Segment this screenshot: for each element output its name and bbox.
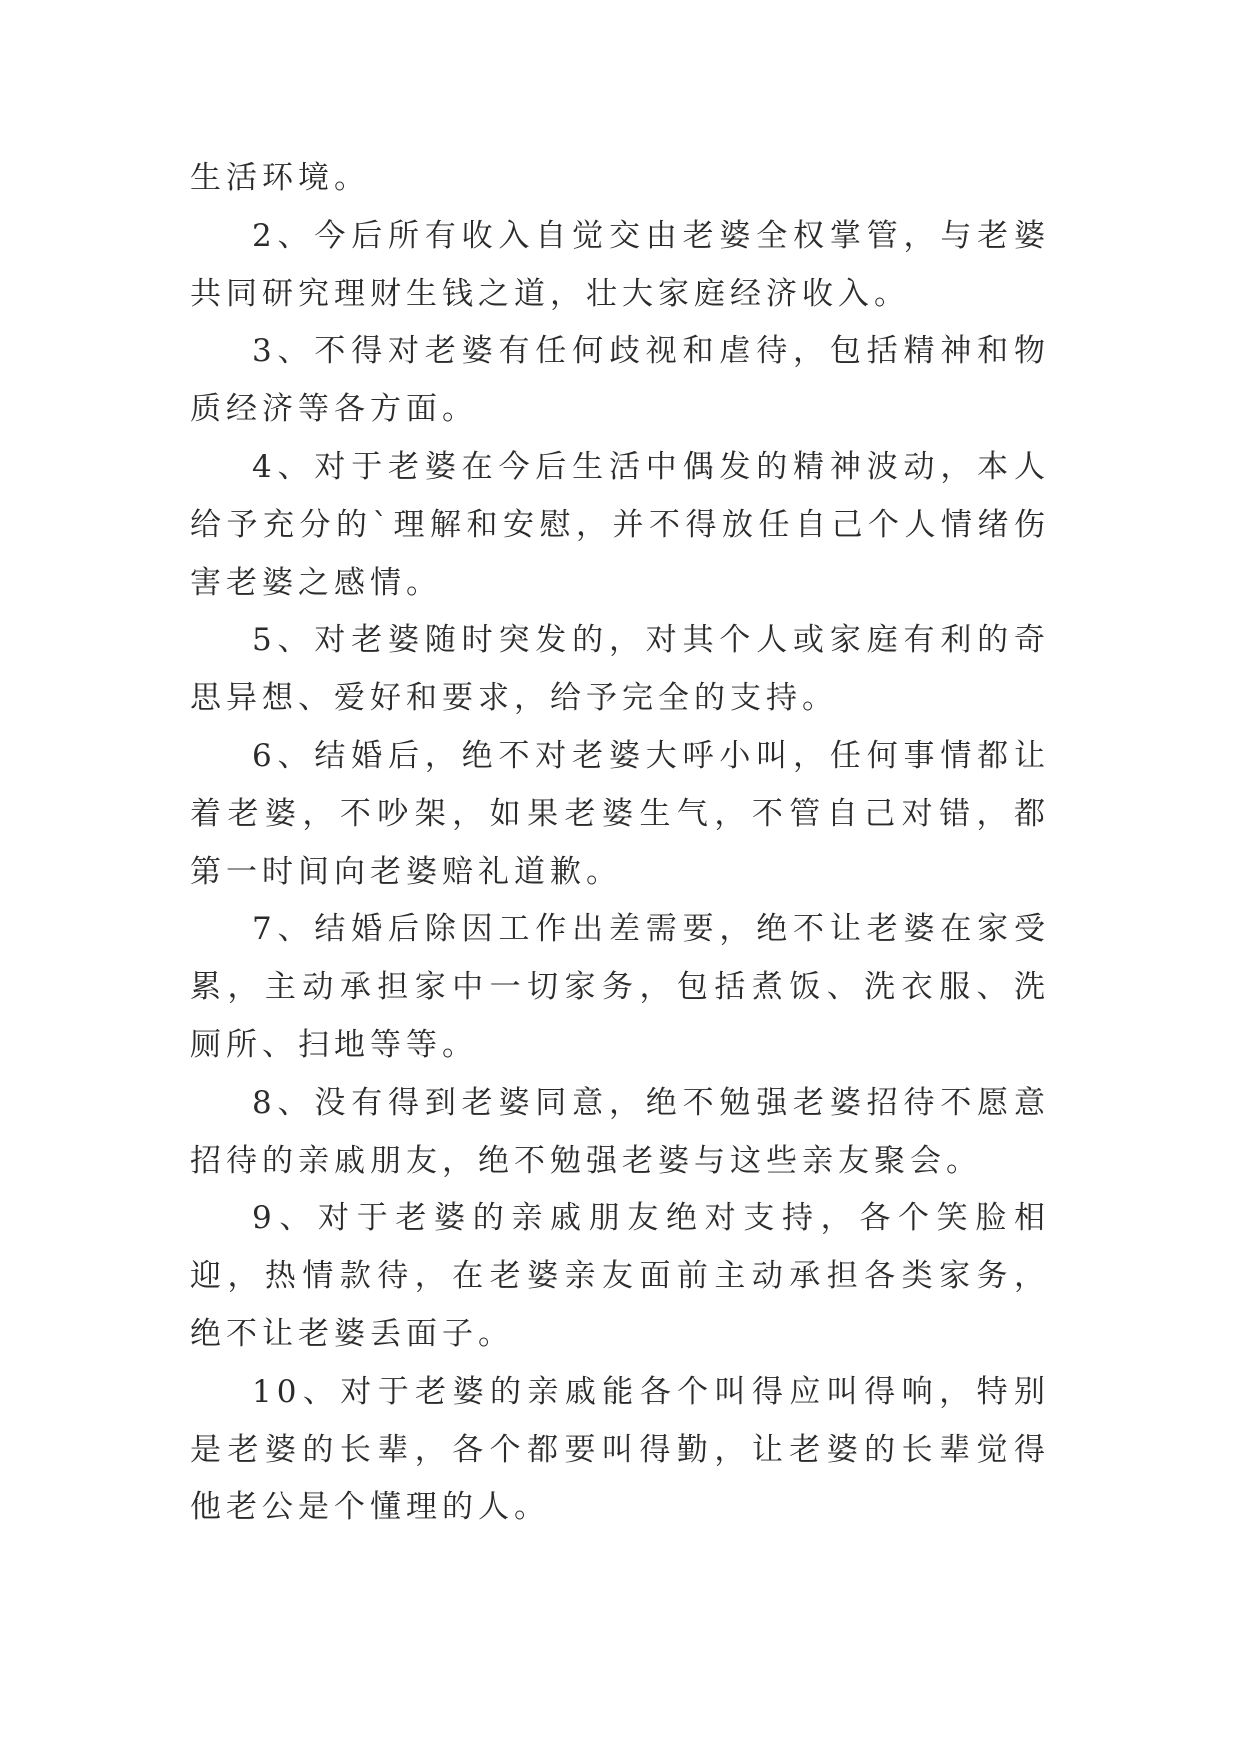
paragraph-item-8: 8、没有得到老婆同意，绝不勉强老婆招待不愿意招待的亲戚朋友，绝不勉强老婆与这些亲友聚会。 xyxy=(190,1084,1050,1179)
paragraph-item-5: 5、对老婆随时突发的，对其个人或家庭有利的奇思异想、爱好和要求，给予完全的支持。 xyxy=(190,622,1050,717)
paragraph-item-4: 4、对于老婆在今后生活中偶发的精神波动，本人给予充分的`理解和安慰，并不得放任自己个人情绪伤害老婆之感情。 xyxy=(190,448,1050,601)
paragraph-item-2: 2、今后所有收入自觉交由老婆全权掌管，与老婆共同研究理财生钱之道，壮大家庭经济收入。 xyxy=(190,217,1050,312)
paragraph-item-3: 3、不得对老婆有任何歧视和虐待，包括精神和物质经济等各方面。 xyxy=(190,333,1050,428)
paragraph-item-9: 9、对于老婆的亲戚朋友绝对支持，各个笑脸相迎，热情款待，在老婆亲友面前主动承担各类家务，绝不让老婆丢面子。 xyxy=(190,1200,1050,1352)
paragraph-continuation: 生活环境。 xyxy=(190,160,370,196)
document-body xyxy=(190,150,1050,1537)
paragraph-item-6: 6、结婚后，绝不对老婆大呼小叫，任何事情都让着老婆，不吵架，如果老婆生气，不管自己对错，都第一时间向老婆赔礼道歉。 xyxy=(190,737,1050,890)
paragraph-item-10: 10、对于老婆的亲戚能各个叫得应叫得响，特别是老婆的长辈，各个都要叫得勤，让老婆的长辈觉得他老公是个懂理的人。 xyxy=(190,1373,1050,1526)
paragraph-item-7: 7、结婚后除因工作出差需要，绝不让老婆在家受累，主动承担家中一切家务，包括煮饭、洗衣服、洗厕所、扫地等等。 xyxy=(190,911,1050,1063)
